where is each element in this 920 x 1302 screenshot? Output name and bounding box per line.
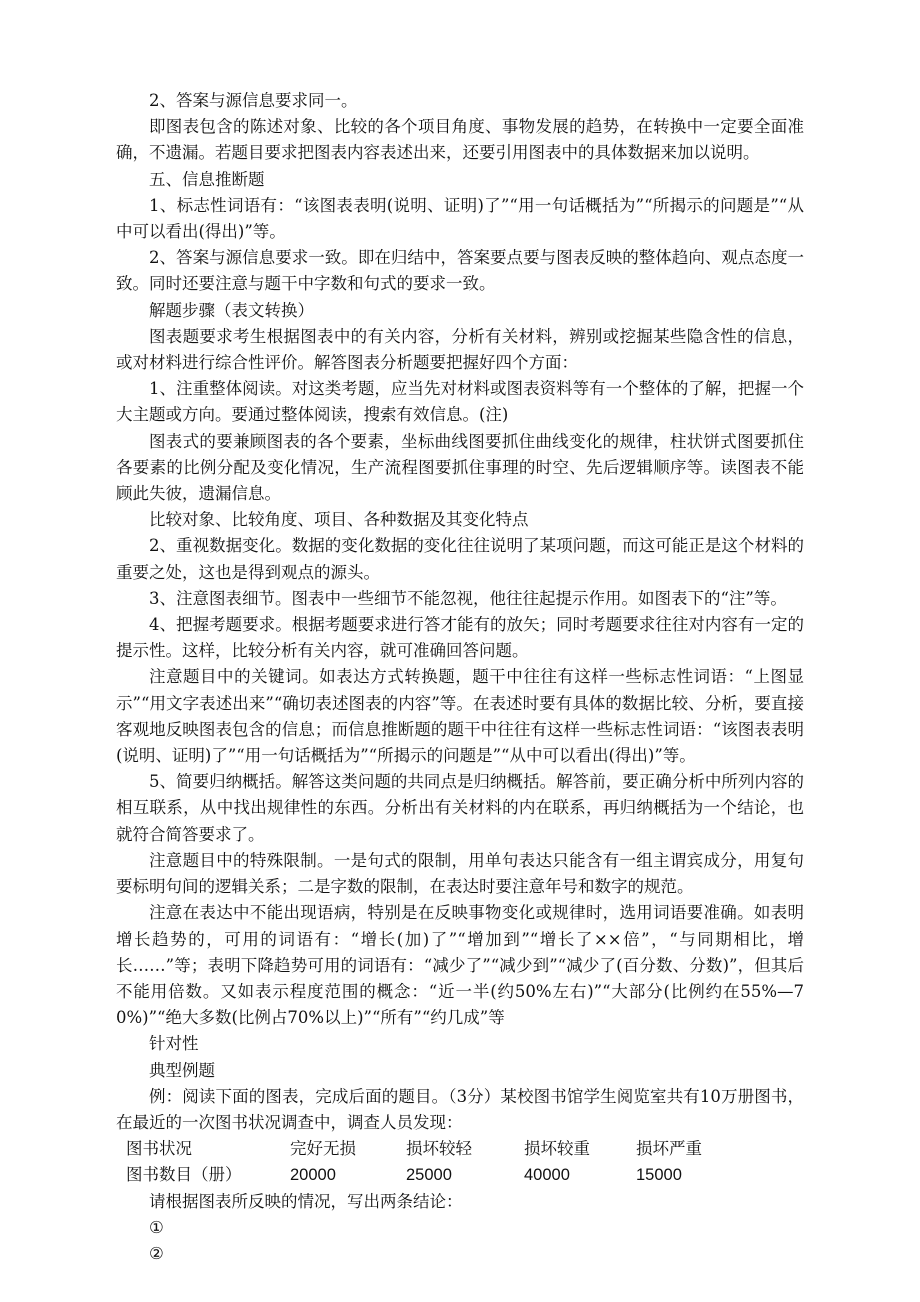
table-row <box>116 1162 804 1188</box>
paragraph: 5、简要归纳概括。解答这类问题的共同点是归纳概括。解答前，要正确分析中所列内容的相互联系，从中找出规律性的东西。分析出有关材料的内在联系，再归纳概括为一个结论，也就符合简答要求了。 <box>116 772 804 844</box>
paragraph: 图表题要求考生根据图表中的有关内容，分析有关材料，辨别或挖掘某些隐含性的信息，或对材料进行综合性评价。解答图表分析题要把握好四个方面： <box>116 326 804 373</box>
table-cell: 损坏较轻 <box>406 1139 472 1159</box>
paragraph: 注意题目中的特殊限制。一是句式的限制，用单句表达只能含有一组主谓宾成分，用复句要标明句间的逻辑关系；二是字数的限制，在表达时要注意年号和数字的规范。 <box>116 850 804 897</box>
answer-slot-1: ① <box>149 1217 164 1237</box>
table-cell: 图书数目（册） <box>126 1165 242 1185</box>
paragraph: 比较对象、比较角度、项目、各种数据及其变化特点 <box>149 510 529 530</box>
question-prompt: 请根据图表所反映的情况，写出两条结论： <box>149 1191 463 1211</box>
table-header-row <box>116 1136 804 1162</box>
table-cell: 40000 <box>524 1166 570 1185</box>
paragraph: 2、答案与源信息要求一致。即在归结中，答案要点要与图表反映的整体趋向、观点态度一致。同时还要注意与题干中字数和句式的要求一致。 <box>116 248 804 294</box>
table-cell: 损坏较重 <box>524 1139 590 1159</box>
answer-slot-2: ② <box>149 1243 164 1263</box>
table-cell: 完好无损 <box>290 1139 356 1159</box>
paragraph: 图表式的要兼顾图表的各个要素，坐标曲线图要抓住曲线变化的规律，柱状饼式图要抓住各要素的比例分配及变化情况，生产流程图要抓住事理的时空、先后逻辑顺序等。读图表不能顾此失彼，遗漏信息。 <box>116 431 804 504</box>
paragraph: 4、把握考题要求。根据考题要求进行答才能有的放矢；同时考题要求往往对内容有一定的提示性。这样，比较分析有关内容，就可准确回答问题。 <box>116 615 804 661</box>
paragraph: 例：阅读下面的图表，完成后面的题目。（3分）某校图书馆学生阅览室共有10万册图书，在最近的一次图书状况调查中，调查人员发现： <box>116 1086 804 1132</box>
table-cell: 损坏严重 <box>636 1139 702 1159</box>
paragraph: 注意题目中的关键词。如表达方式转换题，题干中往往有这样一些标志性词语：“上图显示”“用文字表述出来”“确切表述图表的内容”等。在表述时要有具体的数据比较、分析，要直接客观地反映图表包含的信息；而信息推断题的题干中往往有这样一些标志性词语：“该图表表明(说明、证明)了”“用一句话概括为”“所揭示的问题是”“从中可以看出(得出)”等。 <box>116 667 804 766</box>
paragraph: 即图表包含的陈述对象、比较的各个项目角度、事物发展的趋势，在转换中一定要全面准确，不遗漏。若题目要求把图表内容表述出来，还要引用图表中的具体数据来加以说明。 <box>116 117 804 163</box>
section-heading: 针对性 <box>149 1034 199 1054</box>
paragraph: 2、重视数据变化。数据的变化数据的变化往往说明了某项问题，而这可能正是这个材料的重要之处，这也是得到观点的源头。 <box>116 536 804 582</box>
paragraph: 1、标志性词语有：“该图表表明(说明、证明)了”“用一句话概括为”“所揭示的问题是”“从中可以看出(得出)”等。 <box>116 195 804 242</box>
paragraph: 3、注意图表细节。图表中一些细节不能忽视，他往往起提示作用。如图表下的“注”等。 <box>149 588 787 608</box>
table-cell: 15000 <box>636 1166 682 1185</box>
section-heading: 典型例题 <box>149 1060 215 1080</box>
book-status-table <box>116 1136 804 1188</box>
paragraph: 2、答案与源信息要求同一。 <box>149 91 358 110</box>
table-cell: 图书状况 <box>126 1139 192 1159</box>
section-heading: 解题步骤（表文转换） <box>149 300 314 320</box>
paragraph: 1、注重整体阅读。对这类考题，应当先对材料或图表资料等有一个整体的了解，把握一个大主题或方向。要通过整体阅读，搜索有效信息。(注) <box>116 379 804 425</box>
section-heading: 五、信息推断题 <box>149 169 265 189</box>
table-cell: 20000 <box>290 1166 336 1185</box>
table-cell: 25000 <box>406 1166 452 1185</box>
paragraph: 注意在表达中不能出现语病，特别是在反映事物变化或规律时，选用词语要准确。如表明增长趋势的，可用的词语有：“增长(加)了”“增加到”“增长了××倍”，“与同期相比，增长……”等；表明下降趋势可用的词语有：“减少了”“减少到”“减少了(百分数、分数)”，但其后不能用倍数。又如表示程度范围的概念：“近一半(约50%左右)”“大部分(比例约在55%—70%)”“绝大多数(比例占70%以上)”“所有”“约几成”等 <box>116 903 804 1028</box>
